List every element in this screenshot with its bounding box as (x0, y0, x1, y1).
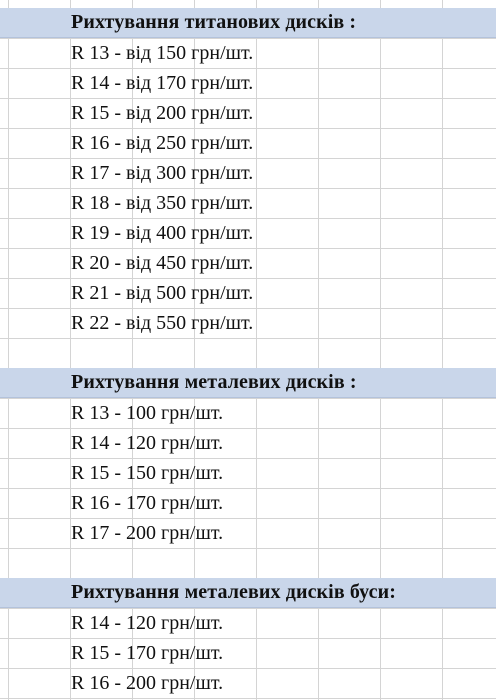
price-row[interactable] (0, 638, 496, 668)
price-row[interactable] (0, 218, 496, 248)
price-cell: R 15 - 170 грн/шт. (71, 641, 224, 664)
price-cell: R 17 - від 300 грн/шт. (71, 161, 254, 184)
price-row[interactable] (0, 158, 496, 188)
price-row[interactable] (0, 98, 496, 128)
price-row[interactable] (0, 38, 496, 68)
price-cell: R 21 - від 500 грн/шт. (71, 281, 254, 304)
price-row[interactable] (0, 308, 496, 338)
price-cell: R 20 - від 450 грн/шт. (71, 251, 254, 274)
price-row[interactable] (0, 248, 496, 278)
section-title: Рихтування титанових дисків : (71, 11, 357, 33)
price-cell: R 15 - від 200 грн/шт. (71, 101, 254, 124)
price-cell: R 17 - 200 грн/шт. (71, 521, 224, 544)
section-van-wheels (0, 578, 496, 698)
price-cell: R 14 - 120 грн/шт. (71, 611, 224, 634)
price-row[interactable] (0, 398, 496, 428)
section-header[interactable] (0, 8, 496, 38)
price-cell: R 15 - 150 грн/шт. (71, 461, 224, 484)
price-cell: R 16 - 200 грн/шт. (71, 671, 224, 694)
price-row[interactable] (0, 278, 496, 308)
price-row[interactable] (0, 488, 496, 518)
price-cell: R 19 - від 400 грн/шт. (71, 221, 254, 244)
price-cell: R 16 - від 250 грн/шт. (71, 131, 254, 154)
price-row[interactable] (0, 188, 496, 218)
price-cell: R 18 - від 350 грн/шт. (71, 191, 254, 214)
section-title: Рихтування металевих дисків буси: (71, 581, 397, 603)
section-titanium-wheels (0, 8, 496, 338)
price-row[interactable] (0, 458, 496, 488)
section-title: Рихтування металевих дисків : (71, 371, 357, 393)
price-cell: R 14 - 120 грн/шт. (71, 431, 224, 454)
price-cell: R 13 - 100 грн/шт. (71, 401, 224, 424)
section-header[interactable] (0, 368, 496, 398)
price-cell: R 22 - від 550 грн/шт. (71, 311, 254, 334)
price-row[interactable] (0, 68, 496, 98)
price-cell: R 16 - 170 грн/шт. (71, 491, 224, 514)
price-row[interactable] (0, 518, 496, 548)
price-cell: R 13 - від 150 грн/шт. (71, 41, 254, 64)
section-header[interactable] (0, 578, 496, 608)
section-steel-wheels (0, 368, 496, 548)
price-row[interactable] (0, 668, 496, 698)
price-cell: R 14 - від 170 грн/шт. (71, 71, 254, 94)
price-row[interactable] (0, 428, 496, 458)
price-row[interactable] (0, 128, 496, 158)
price-row[interactable] (0, 608, 496, 638)
